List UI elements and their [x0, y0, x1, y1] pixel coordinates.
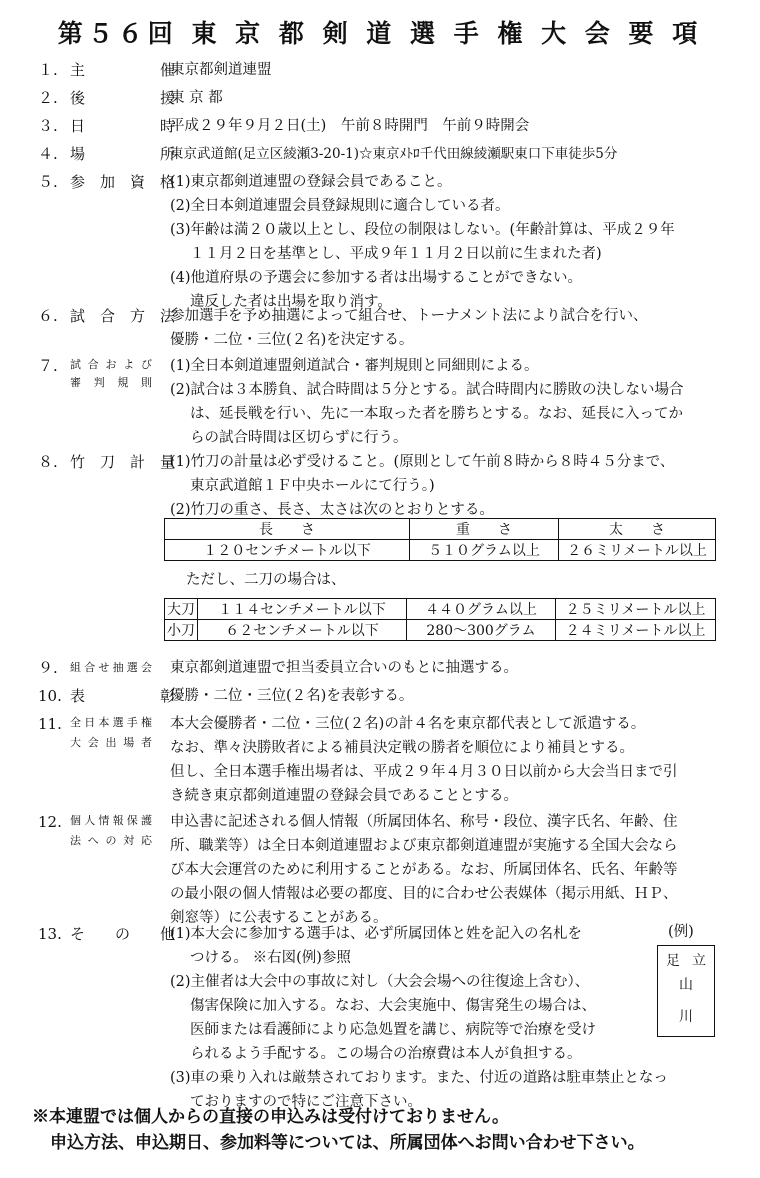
body-line: 医師または看護師により応急処置を講じ、病院等で治療を受け — [190, 1022, 596, 1038]
label-line: 全日本選手権 — [70, 716, 152, 729]
table-cell: 280～300グラム — [407, 620, 556, 641]
page-title: 第５６回 東 京 都 剣 道 選 手 権 大 会 要 項 — [57, 19, 703, 48]
section-body — [170, 304, 730, 352]
body-line: び本大会運営のために利用することがある。なお、所属団体名、氏名、年齢等 — [170, 862, 678, 878]
table-header-cell: 重 さ — [410, 519, 559, 540]
name-tag-org-char: 足 — [666, 953, 680, 969]
section-body — [170, 810, 730, 930]
section-number: 13. — [38, 925, 62, 943]
section-number: ９. — [38, 659, 58, 677]
body-line: 本大会優勝者・二位・三位(２名)の計４名を東京都代表として派遣する。 — [170, 716, 646, 732]
name-tag-surname-char: 山 — [679, 977, 693, 993]
body-line: らの試合時間は区切らずに行う。 — [190, 430, 408, 446]
body-line: (1)竹刀の計量は必ず受けること。(原則として午前８時から８時４５分まで、 — [170, 454, 675, 470]
label-line: 大会出場者 — [70, 736, 152, 749]
section-number: ７. — [38, 357, 58, 375]
section-label — [70, 814, 152, 848]
footer-inquiry: 申込方法、申込期日、参加料等については、所属団体へお問い合わせ下さい。 — [50, 1133, 645, 1153]
section-body: 優勝・二位・三位(２名)を表彰する。 — [170, 688, 414, 704]
body-line: (2)竹刀の重さ、長さ、太さは次のとおりとする。 — [170, 502, 494, 518]
table-cell: ５１０グラム以上 — [410, 540, 559, 561]
label-line: 試合および — [70, 358, 152, 371]
body-line: (1)全日本剣道連盟剣道試合・審判規則と同細則による。 — [170, 358, 539, 374]
body-line: つける。 ※右図(例)参照 — [190, 950, 351, 966]
footer-notice: ※本連盟では個人からの直接の申込みは受付けておりません。 — [32, 1107, 510, 1127]
label-line: 個人情報保護 — [70, 814, 152, 827]
table-header-row — [165, 519, 716, 540]
body-line: (3)年齢は満２０歳以上とし、段位の制限はしない。(年齢計算は、平成２９年 — [170, 222, 675, 238]
label-line: 審判規則 — [70, 376, 152, 389]
nito-spec-table — [164, 598, 716, 641]
section-label: 表 彰 — [70, 687, 175, 705]
body-line: 東京武道館１Ｆ中央ホールにて行う。) — [190, 478, 435, 494]
table-cell: ２４ミリメートル以上 — [556, 620, 716, 641]
table-cell: ６２センチメートル以下 — [198, 620, 407, 641]
section-label: 場 所 — [70, 145, 175, 163]
table-cell: ２５ミリメートル以上 — [556, 599, 716, 620]
body-line: の最小限の個人情報は必要の都度、目的に合わせ公表媒体（掲示用紙、ＨＰ、 — [170, 886, 678, 902]
table-header-cell: 太 さ — [559, 519, 716, 540]
nito-note: ただし、二刀の場合は、 — [186, 572, 346, 588]
table-cell: 大刀 — [165, 599, 198, 620]
shinai-spec-table — [164, 518, 716, 561]
section-label — [70, 716, 152, 750]
section-body: 東京都剣道連盟 — [170, 62, 272, 78]
section-body: 平成２９年９月２日(土) 午前８時開門 午前９時開会 — [170, 118, 530, 134]
section-number: ６. — [38, 307, 58, 325]
section-number: 12. — [38, 813, 62, 831]
section-label — [70, 358, 152, 390]
body-line: １１月２日を基準とし、平成９年１１月２日以前に生まれた者) — [190, 246, 602, 262]
example-label: (例) — [668, 924, 694, 940]
section-label: そ の 他 — [70, 925, 175, 943]
body-line: (1)東京都剣道連盟の登録会員であること。 — [170, 174, 452, 190]
table-cell: ２６ミリメートル以上 — [559, 540, 716, 561]
section-label: 竹刀計量 — [70, 453, 175, 471]
section-body: 東 京 都 — [170, 90, 223, 106]
section-label: 後 援 — [70, 89, 175, 107]
section-body: 東京武道館(足立区綾瀬3-20-1)☆東京ﾒﾄﾛ千代田線綾瀬駅東口下車徒歩5分 — [170, 146, 618, 162]
body-line: (3)車の乗り入れは厳禁されております。また、付近の道路は駐車禁止となっ — [170, 1070, 668, 1086]
section-number: 10. — [38, 687, 62, 705]
section-number: ５. — [38, 173, 58, 191]
section-body — [170, 450, 730, 522]
section-label: 試合方法 — [70, 307, 175, 325]
section-body — [170, 170, 730, 314]
label-line: 法への対応 — [70, 834, 152, 847]
section-number: ２. — [38, 89, 58, 107]
table-header-cell: 長 さ — [165, 519, 410, 540]
table-cell: １１４センチメートル以下 — [198, 599, 407, 620]
table-cell: 小刀 — [165, 620, 198, 641]
section-label: 参加資格 — [70, 173, 175, 191]
section-body — [170, 712, 730, 808]
body-line: なお、準々決勝敗者による補員決定戦の勝者を順位により補員とする。 — [170, 740, 634, 756]
body-line: は、延長戦を行い、先に一本取った者を勝ちとする。なお、延長に入ってか — [190, 406, 683, 422]
section-body — [170, 354, 730, 450]
body-line: 違反した者は出場を取り消す。 — [190, 294, 392, 310]
body-line: (4)他道府県の予選会に参加する者は出場することができない。 — [170, 270, 583, 286]
body-line: 参加選手を予め抽選によって組合せ、トーナメント法により試合を行い、 — [170, 308, 648, 324]
body-line: (2)試合は３本勝負、試合時間は５分とする。試合時間内に勝敗の決しない場合 — [170, 382, 684, 398]
section-body — [170, 922, 730, 1114]
section-number: ３. — [38, 117, 58, 135]
body-line: 優勝・二位・三位(２名)を決定する。 — [170, 332, 414, 348]
table-row — [165, 599, 716, 620]
body-line: 傷害保険に加入する。なお、大会実施中、傷害発生の場合は、 — [190, 998, 596, 1014]
body-line: (2)全日本剣道連盟会員登録規則に適合している者。 — [170, 198, 510, 214]
section-label: 組合せ抽選会 — [70, 661, 152, 674]
body-line: 剣窓等）に公表することがある。 — [170, 910, 388, 926]
section-label: 日 時 — [70, 117, 175, 135]
table-cell: １２０センチメートル以下 — [165, 540, 410, 561]
section-number: 11. — [38, 715, 62, 733]
section-number: ４. — [38, 145, 58, 163]
table-row — [165, 620, 716, 641]
body-line: き続き東京都剣道連盟の登録会員であることとする。 — [170, 788, 518, 804]
body-line: 所、職業等）は全日本剣道連盟および東京都剣道連盟が実施する全国大会なら — [170, 838, 678, 854]
section-number: ８. — [38, 453, 58, 471]
section-label: 主 催 — [70, 61, 175, 79]
section-body: 東京都剣道連盟で担当委員立合いのもとに抽選する。 — [170, 660, 518, 676]
body-line: (2)主催者は大会中の事故に対し（大会会場への往復途上含む）、 — [170, 974, 590, 990]
section-number: １. — [38, 61, 58, 79]
body-line: ておりますので特にご注意下さい。 — [190, 1094, 422, 1110]
body-line: られるよう手配する。この場合の治療費は本人が負担する。 — [190, 1046, 582, 1062]
body-line: (1)本大会に参加する選手は、必ず所属団体と姓を記入の名札を — [170, 926, 583, 942]
name-tag-example — [657, 945, 715, 1037]
body-line: 申込書に記述される個人情報（所属団体名、称号・段位、漢字氏名、年齢、住 — [170, 814, 678, 830]
body-line: 但し、全日本選手権出場者は、平成２９年４月３０日以前から大会当日まで引 — [170, 764, 678, 780]
name-tag-org-char: 立 — [692, 953, 706, 969]
table-row — [165, 540, 716, 561]
name-tag-surname-char: 川 — [679, 1009, 693, 1025]
table-cell: ４４０グラム以上 — [407, 599, 556, 620]
